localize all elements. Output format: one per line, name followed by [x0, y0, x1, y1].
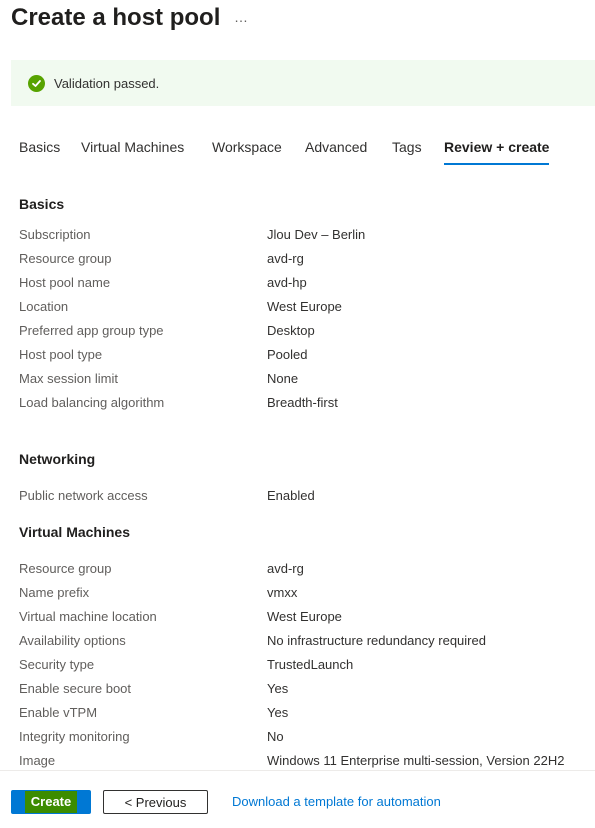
create-button[interactable] — [11, 790, 91, 814]
create-button-label: Create — [25, 791, 77, 813]
value-integrity-monitoring: No — [267, 729, 284, 744]
footer-divider — [0, 770, 595, 771]
label-resource-group: Resource group — [19, 251, 112, 266]
value-vm-resource-group: avd-rg — [267, 561, 304, 576]
value-security-type: TrustedLaunch — [267, 657, 354, 672]
value-image: Windows 11 Enterprise multi-session, Version 22H2 — [267, 753, 565, 768]
value-max-session-limit: None — [267, 371, 299, 386]
label-location: Location — [19, 299, 69, 314]
download-template-link[interactable]: Download a template for automation — [232, 794, 441, 809]
previous-button[interactable]: < Previous — [103, 790, 208, 814]
label-host-pool-type: Host pool type — [19, 347, 103, 362]
value-host-pool-name: avd-hp — [267, 275, 307, 290]
label-availability-options: Availability options — [19, 633, 126, 648]
section-title-basics: Basics — [19, 196, 65, 212]
label-load-balancing-algorithm: Load balancing algorithm — [19, 395, 165, 410]
label-host-pool-name: Host pool name — [19, 275, 111, 290]
tab-workspace[interactable]: Workspace — [212, 139, 282, 155]
tab-virtual-machines[interactable]: Virtual Machines — [81, 139, 185, 155]
label-vm-resource-group: Resource group — [19, 561, 112, 576]
value-resource-group: avd-rg — [267, 251, 304, 266]
value-name-prefix: vmxx — [267, 585, 298, 600]
label-subscription: Subscription — [19, 227, 91, 242]
value-enable-vtpm: Yes — [267, 705, 289, 720]
value-subscription: Jlou Dev – Berlin — [267, 227, 366, 242]
value-host-pool-type: Pooled — [267, 347, 308, 362]
more-options-icon[interactable]: … — [234, 9, 249, 25]
tab-review-create[interactable]: Review + create — [444, 139, 550, 155]
value-enable-secure-boot: Yes — [267, 681, 289, 696]
value-load-balancing-algorithm: Breadth-first — [267, 395, 338, 410]
label-vm-location: Virtual machine location — [19, 609, 157, 624]
page-title: Create a host pool — [11, 4, 221, 31]
tab-advanced[interactable]: Advanced — [305, 139, 368, 155]
validation-message: Validation passed. — [54, 75, 160, 91]
label-integrity-monitoring: Integrity monitoring — [19, 729, 130, 744]
value-public-network-access: Enabled — [267, 488, 315, 503]
label-image: Image — [19, 753, 56, 768]
tab-tags[interactable]: Tags — [392, 139, 422, 155]
label-enable-vtpm: Enable vTPM — [19, 705, 98, 720]
value-location: West Europe — [267, 299, 342, 314]
label-max-session-limit: Max session limit — [19, 371, 118, 386]
value-availability-options: No infrastructure redundancy required — [267, 633, 486, 648]
label-preferred-app-group-type: Preferred app group type — [19, 323, 164, 338]
check-circle-icon — [28, 75, 45, 92]
label-name-prefix: Name prefix — [19, 585, 90, 600]
tab-basics[interactable]: Basics — [19, 139, 61, 155]
wizard-tabs — [0, 136, 595, 168]
validation-banner — [11, 60, 595, 106]
value-preferred-app-group-type: Desktop — [267, 323, 315, 338]
section-title-networking: Networking — [19, 451, 96, 467]
label-enable-secure-boot: Enable secure boot — [19, 681, 132, 696]
label-public-network-access: Public network access — [19, 488, 148, 503]
value-vm-location: West Europe — [267, 609, 342, 624]
section-title-virtual-machines: Virtual Machines — [19, 524, 131, 540]
label-security-type: Security type — [19, 657, 95, 672]
